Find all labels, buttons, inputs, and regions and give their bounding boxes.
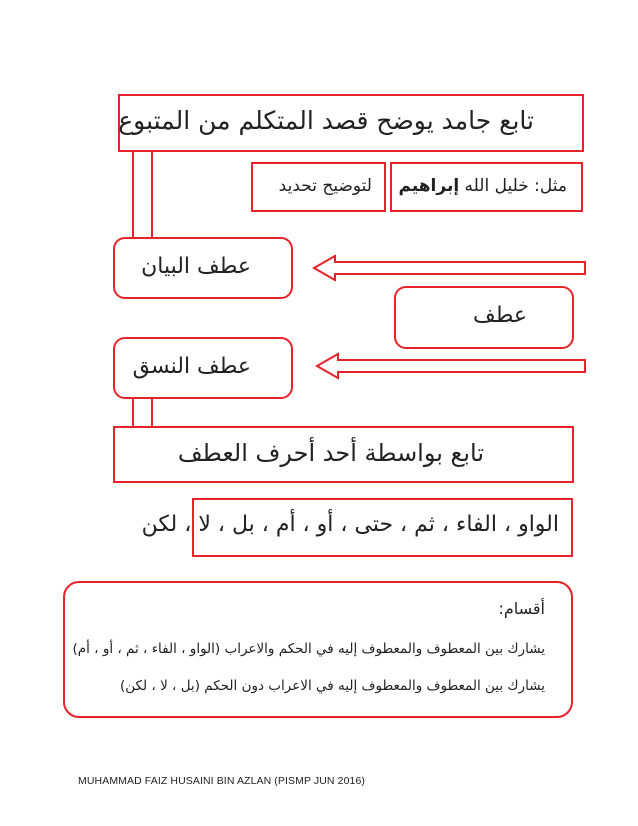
definition-bottom-text: تابع بواسطة أحد أحرف العطف bbox=[177, 439, 484, 467]
arrow-to-atf-nasq bbox=[317, 354, 585, 378]
footer-author: MUHAMMAD FAIZ HUSAINI BIN AZLAN (PISMP JUN 2016) bbox=[78, 775, 365, 787]
division-line-2-paren: (بل ، لا ، لكن) bbox=[120, 678, 200, 694]
atf-box bbox=[394, 286, 574, 349]
divisions-box bbox=[63, 581, 573, 718]
example-prefix: مثل: bbox=[534, 176, 567, 196]
definition-top-text: تابع جامد يوضح قصد المتكلم من المتبوع bbox=[118, 106, 534, 135]
division-line-1 bbox=[73, 641, 546, 657]
vertical-connector-bottom bbox=[133, 398, 152, 428]
letters-text: الواو ، الفاء ، ثم ، حتى ، أو ، أم ، بل ، لا ، لكن bbox=[141, 512, 559, 537]
division-line-1-main: يشارك بين المعطوف والمعطوف إليه في الحكم والاعراب bbox=[224, 641, 545, 657]
arrow-to-atf-bayan bbox=[314, 256, 585, 280]
atf-nasq-label: عطف النسق bbox=[132, 354, 251, 379]
division-line-1-paren: (الواو ، الفاء ، ثم ، أو ، أم) bbox=[72, 641, 221, 657]
example-text bbox=[398, 176, 567, 196]
divisions-title: أقسام: bbox=[498, 599, 545, 618]
example-box bbox=[390, 162, 583, 212]
example-bold: إبراهيم bbox=[398, 176, 460, 196]
definition-box-bottom bbox=[113, 426, 574, 483]
purpose-box bbox=[251, 162, 386, 212]
atf-bayan-box bbox=[113, 237, 293, 299]
definition-box-top bbox=[118, 94, 584, 152]
division-line-2-main: يشارك بين المعطوف والمعطوف إليه في الاعراب دون الحكم bbox=[204, 678, 545, 694]
atf-label: عطف bbox=[473, 303, 527, 328]
example-plain: خليل الله bbox=[459, 176, 535, 196]
letters-box bbox=[141, 498, 573, 557]
division-line-2 bbox=[120, 678, 545, 694]
atf-nasq-box bbox=[113, 337, 293, 399]
purpose-text: لتوضيح تحديد bbox=[278, 176, 372, 196]
vertical-connector-top bbox=[133, 150, 152, 240]
atf-bayan-label: عطف البيان bbox=[141, 254, 251, 279]
